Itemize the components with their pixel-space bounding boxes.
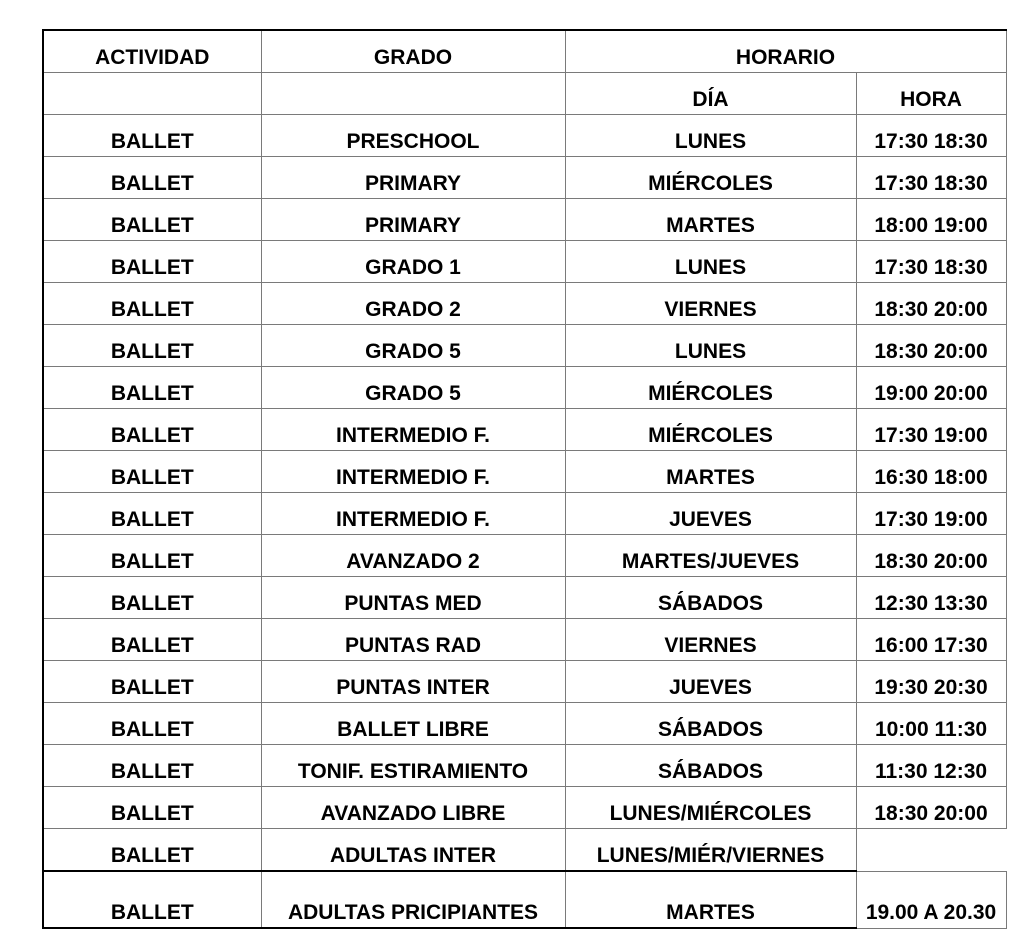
cell-hora: 17:30 18:30 (856, 157, 1006, 199)
cell-hora: 17:30 18:30 (856, 115, 1006, 157)
table-row (43, 367, 1006, 409)
cell-hora: 18:30 20:00 (856, 535, 1006, 577)
table-row (43, 745, 1006, 787)
cell-dia: SÁBADOS (565, 745, 856, 787)
header-dia: DÍA (565, 73, 856, 115)
cell-actividad: BALLET (43, 409, 261, 451)
cell-dia: MARTES (565, 451, 856, 493)
table-row (43, 703, 1006, 745)
cell-dia: MIÉRCOLES (565, 157, 856, 199)
cell-grado: ADULTAS PRICIPIANTES (261, 871, 565, 928)
cell-grado: BALLET LIBRE (261, 703, 565, 745)
cell-hora: 11:30 12:30 (856, 745, 1006, 787)
cell-grado: GRADO 1 (261, 241, 565, 283)
cell-hora: 18:30 20:00 (856, 283, 1006, 325)
schedule-table (42, 29, 1007, 929)
table-row (43, 577, 1006, 619)
cell-dia: JUEVES (565, 493, 856, 535)
table-row (43, 451, 1006, 493)
cell-hora: 19:00 20:00 (856, 367, 1006, 409)
cell-dia: VIERNES (565, 283, 856, 325)
table-row (43, 535, 1006, 577)
cell-dia: VIERNES (565, 619, 856, 661)
cell-actividad: BALLET (43, 703, 261, 745)
cell-grado: PRIMARY (261, 199, 565, 241)
cell-grado: TONIF. ESTIRAMIENTO (261, 745, 565, 787)
cell-actividad: BALLET (43, 283, 261, 325)
cell-dia: SÁBADOS (565, 577, 856, 619)
table-row (43, 493, 1006, 535)
cell-hora: 19.00 A 20.30 (856, 871, 1006, 928)
table-row (43, 115, 1006, 157)
cell-actividad: BALLET (43, 535, 261, 577)
table-row (43, 283, 1006, 325)
table-row (43, 661, 1006, 703)
cell-hora: 17:30 18:30 (856, 241, 1006, 283)
cell-actividad: BALLET (43, 157, 261, 199)
table-row (43, 409, 1006, 451)
table-row (43, 787, 1006, 829)
cell-dia: MARTES/JUEVES (565, 535, 856, 577)
cell-dia: SÁBADOS (565, 703, 856, 745)
cell-grado: PUNTAS RAD (261, 619, 565, 661)
header-actividad-blank (43, 73, 261, 115)
cell-hora: 17:30 19:00 (856, 493, 1006, 535)
table-row (43, 241, 1006, 283)
cell-grado: PUNTAS MED (261, 577, 565, 619)
cell-hora: 19:30 20:30 (856, 661, 1006, 703)
cell-actividad: BALLET (43, 787, 261, 829)
header-grado: GRADO (261, 30, 565, 73)
schedule-body (43, 30, 1006, 928)
cell-grado: GRADO 2 (261, 283, 565, 325)
table-row (43, 199, 1006, 241)
cell-actividad: BALLET (43, 871, 261, 928)
header-horario: HORARIO (565, 30, 1006, 73)
cell-actividad: BALLET (43, 367, 261, 409)
cell-actividad: BALLET (43, 325, 261, 367)
cell-grado: ADULTAS INTER (261, 829, 565, 872)
cell-hora: 16:00 17:30 (856, 619, 1006, 661)
cell-grado: AVANZADO LIBRE (261, 787, 565, 829)
cell-hora: 17:30 19:00 (856, 409, 1006, 451)
cell-hora: 18:30 20:00 (856, 787, 1006, 829)
table-row (43, 871, 1006, 928)
table-row (43, 157, 1006, 199)
cell-grado: INTERMEDIO F. (261, 409, 565, 451)
cell-dia: MIÉRCOLES (565, 367, 856, 409)
table-row (43, 619, 1006, 661)
cell-grado: GRADO 5 (261, 367, 565, 409)
cell-grado: PRIMARY (261, 157, 565, 199)
cell-actividad: BALLET (43, 451, 261, 493)
cell-actividad: BALLET (43, 241, 261, 283)
cell-hora: 18:00 19:00 (856, 199, 1006, 241)
cell-dia: MARTES (565, 871, 856, 928)
cell-actividad: BALLET (43, 619, 261, 661)
header-grado-blank (261, 73, 565, 115)
cell-actividad: BALLET (43, 829, 261, 872)
header-row-sub (43, 73, 1006, 115)
header-row-main (43, 30, 1006, 73)
cell-dia: MARTES (565, 199, 856, 241)
cell-grado: AVANZADO 2 (261, 535, 565, 577)
header-actividad: ACTIVIDAD (43, 30, 261, 73)
cell-dia: LUNES/MIÉRCOLES (565, 787, 856, 829)
cell-dia: LUNES (565, 241, 856, 283)
cell-hora: 10:00 11:30 (856, 703, 1006, 745)
cell-dia: LUNES/MIÉR/VIERNES (565, 829, 856, 872)
table-row (43, 829, 1006, 872)
cell-actividad: BALLET (43, 577, 261, 619)
cell-dia: MIÉRCOLES (565, 409, 856, 451)
cell-actividad: BALLET (43, 199, 261, 241)
cell-hora (856, 829, 1006, 872)
cell-hora: 18:30 20:00 (856, 325, 1006, 367)
cell-grado: INTERMEDIO F. (261, 493, 565, 535)
cell-grado: INTERMEDIO F. (261, 451, 565, 493)
cell-grado: PRESCHOOL (261, 115, 565, 157)
cell-actividad: BALLET (43, 115, 261, 157)
cell-dia: LUNES (565, 115, 856, 157)
cell-hora: 12:30 13:30 (856, 577, 1006, 619)
cell-grado: PUNTAS INTER (261, 661, 565, 703)
cell-dia: JUEVES (565, 661, 856, 703)
cell-grado: GRADO 5 (261, 325, 565, 367)
cell-actividad: BALLET (43, 493, 261, 535)
cell-actividad: BALLET (43, 745, 261, 787)
cell-hora: 16:30 18:00 (856, 451, 1006, 493)
cell-dia: LUNES (565, 325, 856, 367)
table-row (43, 325, 1006, 367)
cell-actividad: BALLET (43, 661, 261, 703)
header-hora: HORA (856, 73, 1006, 115)
